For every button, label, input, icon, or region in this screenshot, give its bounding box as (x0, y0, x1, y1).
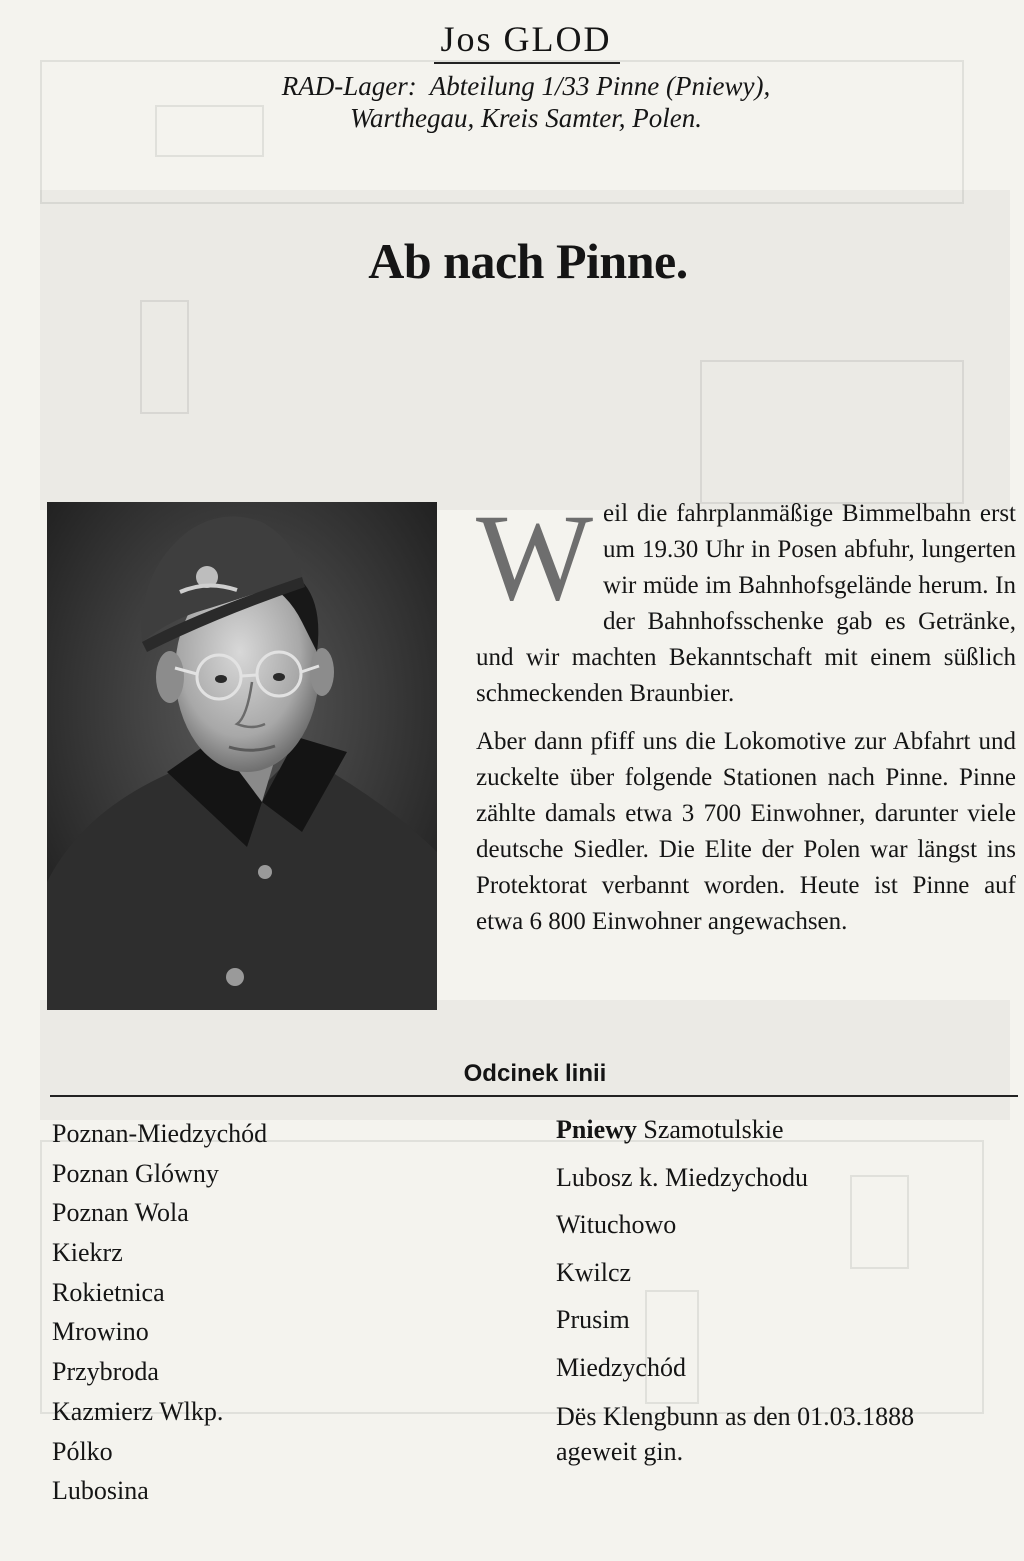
subtitle-line-2: Warthegau, Kreis Samter, Polen. (350, 103, 702, 133)
route-divider (50, 1095, 1018, 1097)
station-item: Kwilcz (556, 1257, 632, 1287)
route-footnote: Dës Klengbunn as den 01.03.1888 ageweit gin. (556, 1402, 915, 1466)
station-item: Poznan-Miedzychód (52, 1119, 268, 1148)
author-name: Jos GLOD (440, 19, 612, 59)
subtitle (0, 70, 1024, 134)
station-item (556, 1114, 996, 1162)
station-item: Wituchowo (556, 1210, 677, 1239)
station-item: Prusim (556, 1305, 630, 1334)
station-item: Poznan Glówny (52, 1158, 219, 1188)
paragraph-1 (476, 489, 1016, 712)
station-item: Miedzychód (556, 1352, 686, 1382)
subtitle-line-1: RAD-Lager: Abteilung 1/33 Pinne (Pniewy), (281, 71, 771, 101)
station-item: Kiekrz (52, 1238, 123, 1268)
station-item: Pólko (52, 1436, 113, 1466)
route-heading: Odcinek linii (463, 1060, 607, 1087)
paragraph-2: Aber dann pfiff uns die Lokomotive zur Abfahrt und zuckelte über folgende Stationen nach Pinne. Pinne zählte damals etwa 3 700 Einwohner, darunter viele deutsche Siedler. Die Elite der Polen war längst ins Protektorat verbannt worden. Heute ist Pinne auf etwa 6 800 Einwohner angewachsen. (476, 728, 1016, 935)
author-underline (434, 62, 620, 64)
portrait-photo (47, 502, 437, 1010)
station-item: Kazmierz Wlkp. (52, 1396, 224, 1426)
article-title: Ab nach Pinne. (368, 233, 688, 289)
drop-cap: W (476, 489, 594, 626)
station-name-rest: Szamotulskie (636, 1115, 784, 1144)
article-body (476, 489, 1016, 952)
station-name-bold: Pniewy (556, 1115, 637, 1144)
station-item: Przybroda (52, 1357, 159, 1387)
station-item: Lubosz k. Miedzychodu (556, 1162, 809, 1192)
station-list-right (556, 1114, 996, 1469)
paragraph-1-text: eil die fahrplanmäßige Bimmelbahn erst um 19.30 Uhr in Posen abfuhr, lungerten wir müde im Bahnhofsgelände herum. In der Bahnhofsschenke gab es Getränke, und wir machten Bekanntschaft mit einem süßlich schmeckenden Braunbier. (476, 500, 1016, 707)
station-item: Rokietnica (52, 1277, 165, 1307)
station-list-left (52, 1118, 267, 1515)
station-item: Lubosina (52, 1476, 149, 1506)
station-item: Mrowino (52, 1317, 149, 1347)
station-item: Poznan Wola (52, 1198, 189, 1228)
